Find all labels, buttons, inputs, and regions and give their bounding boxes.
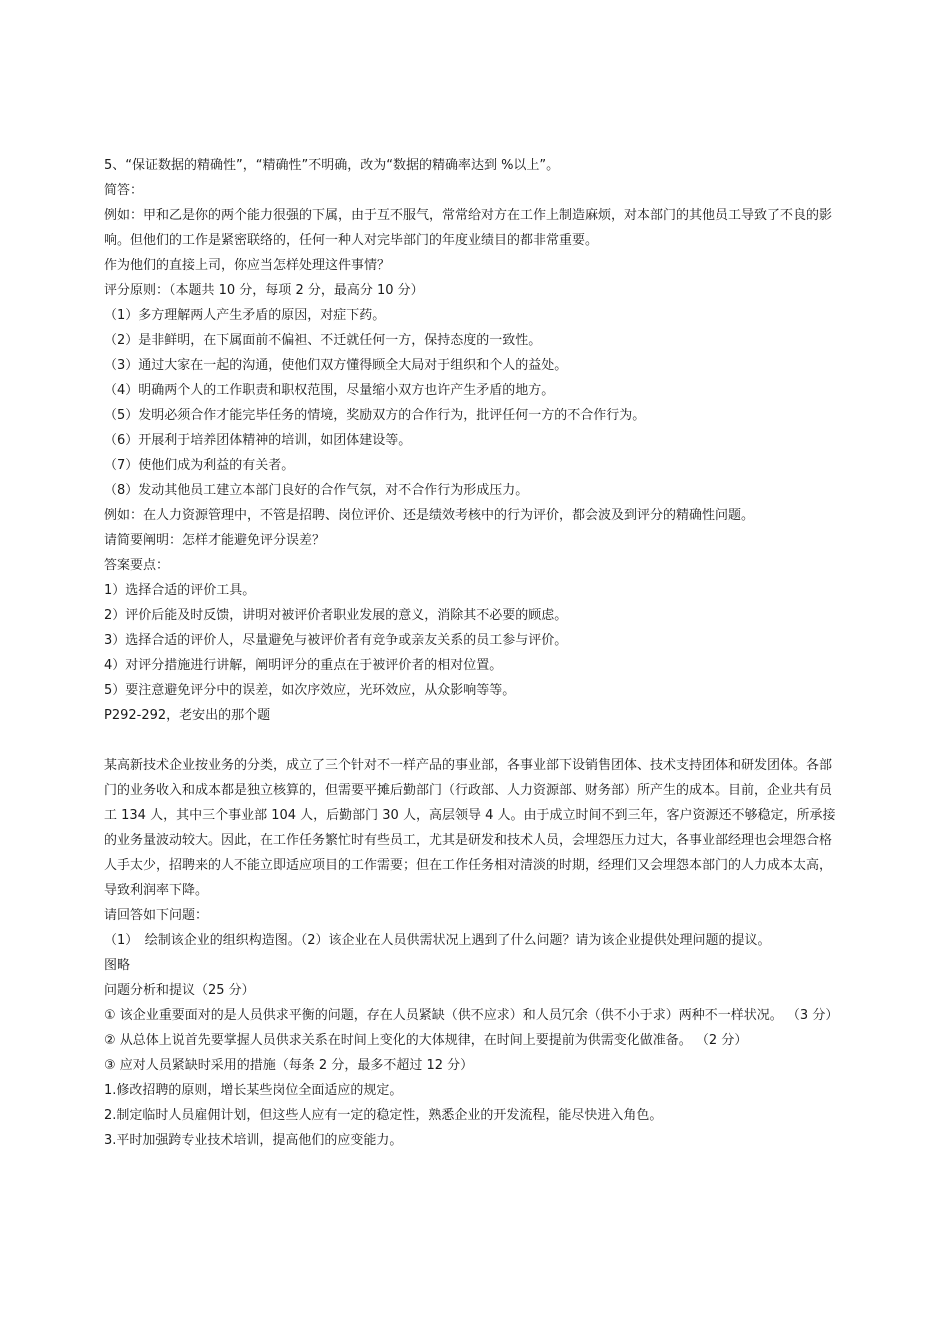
- text-line: ① 该企业重要面对的是人员供求平衡的问题，存在人员紧缺（供不应求）和人员冗余（供不小于求）两种不一样状况。 （3 分）: [104, 1008, 839, 1023]
- text-line: 5、“保证数据的精确性”，“精确性”不明确，改为“数据的精确率达到 %以上”。: [104, 158, 560, 173]
- text-line: 评分原则：（本题共 10 分，每项 2 分，最高分 10 分）: [104, 283, 424, 298]
- text-line: 请简要阐明：怎样才能避免评分误差？: [104, 533, 326, 548]
- text-line: 例如：在人力资源管理中，不管是招聘、岗位评价、还是绩效考核中的行为评价，都会波及到评分的精确性问题。: [104, 508, 755, 523]
- text-line: 4）对评分措施进行讲解，阐明评分的重点在于被评价者的相对位置。: [104, 658, 503, 673]
- text-line: （2）是非鲜明，在下属面前不偏袒、不迁就任何一方，保持态度的一致性。: [104, 333, 542, 348]
- text-line: 简答：: [104, 183, 144, 198]
- text-line: 5）要注意避免评分中的误差，如次序效应，光环效应，从众影响等等。: [104, 683, 516, 698]
- text-line: （4）明确两个人的工作职责和职权范围，尽量缩小双方也许产生矛盾的地方。: [104, 383, 555, 398]
- text-line: （7）使他们成为利益的有关者。: [104, 458, 295, 473]
- text-line: 1.修改招聘的原则，增长某些岗位全面适应的规定。: [104, 1083, 403, 1098]
- text-line: 3）选择合适的评价人，尽量避免与被评价者有竞争或亲友关系的员工参与评价。: [104, 633, 568, 648]
- text-line: 图略: [104, 958, 131, 973]
- text-line: P292-292，老安出的那个题: [104, 708, 271, 723]
- text-line: 例如：甲和乙是你的两个能力很强的下属，由于互不服气，常常给对方在工作上制造麻烦，对本部门的其他员工导致了不良的影响。但他们的工作是紧密联络的，任何一种人对完毕部门的年度业绩目的都非常重要。: [104, 208, 833, 248]
- text-line: （6）开展利于培养团体精神的培训，如团体建设等。: [104, 433, 412, 448]
- text-line: 1）选择合适的评价工具。: [104, 583, 256, 598]
- text-line: 问题分析和提议（25 分）: [104, 983, 255, 998]
- text-line: （5）发明必须合作才能完毕任务的情境，奖励双方的合作行为，批评任何一方的不合作行为。: [104, 408, 646, 423]
- text-line: 作为他们的直接上司，你应当怎样处理这件事情？: [104, 258, 391, 273]
- text-line: 某高新技术企业按业务的分类，成立了三个针对不一样产品的事业部，各事业部下设销售团体、技术支持团体和研发团体。各部门的业务收入和成本都是独立核算的，但需要平摊后勤部门（行政部、人力资源部、财务部）所产生的成本。目前，企业共有员工 134 人，其中三个事业部 104 人，后勤部门 30 人，高层领导 4 人。由于成立时间不到三年，客户资源还不够稳定，所承接的业务量波动较大。因此，在工作任务繁忙时有些员工，尤其是研发和技术人员，会埋怨压力过大，各事业部经理也会埋怨合格人手太少，招聘来的人不能立即适应项目的工作需要；但在工作任务相对清淡的时期，经理们又会埋怨本部门的人力成本太高，导致利润率下降。: [104, 758, 836, 898]
- document-body: [104, 153, 844, 1153]
- text-line: （3）通过大家在一起的沟通，使他们双方懂得顾全大局对于组织和个人的益处。: [104, 358, 568, 373]
- text-line: ② 从总体上说首先要掌握人员供求关系在时间上变化的大体规律，在时间上要提前为供需变化做准备。 （2 分）: [104, 1033, 748, 1048]
- text-line: （8）发动其他员工建立本部门良好的合作气氛，对不合作行为形成压力。: [104, 483, 529, 498]
- text-line: 2.制定临时人员雇佣计划，但这些人应有一定的稳定性，熟悉企业的开发流程，能尽快进入角色。: [104, 1108, 663, 1123]
- text-line: ③ 应对人员紧缺时采用的措施（每条 2 分，最多不超过 12 分）: [104, 1058, 474, 1073]
- text-line: 3.平时加强跨专业技术培训，提高他们的应变能力。: [104, 1133, 403, 1148]
- text-line: 答案要点：: [104, 558, 170, 573]
- text-line: 2）评价后能及时反馈，讲明对被评价者职业发展的意义，消除其不必要的顾虑。: [104, 608, 568, 623]
- blank-line: [104, 728, 844, 753]
- text-line: （1） 绘制该企业的组织构造图。（2）该企业在人员供需状况上遇到了什么问题？请为该企业提供处理问题的提议。: [104, 933, 771, 948]
- text-line: （1）多方理解两人产生矛盾的原因，对症下药。: [104, 308, 386, 323]
- text-line: 请回答如下问题：: [104, 908, 209, 923]
